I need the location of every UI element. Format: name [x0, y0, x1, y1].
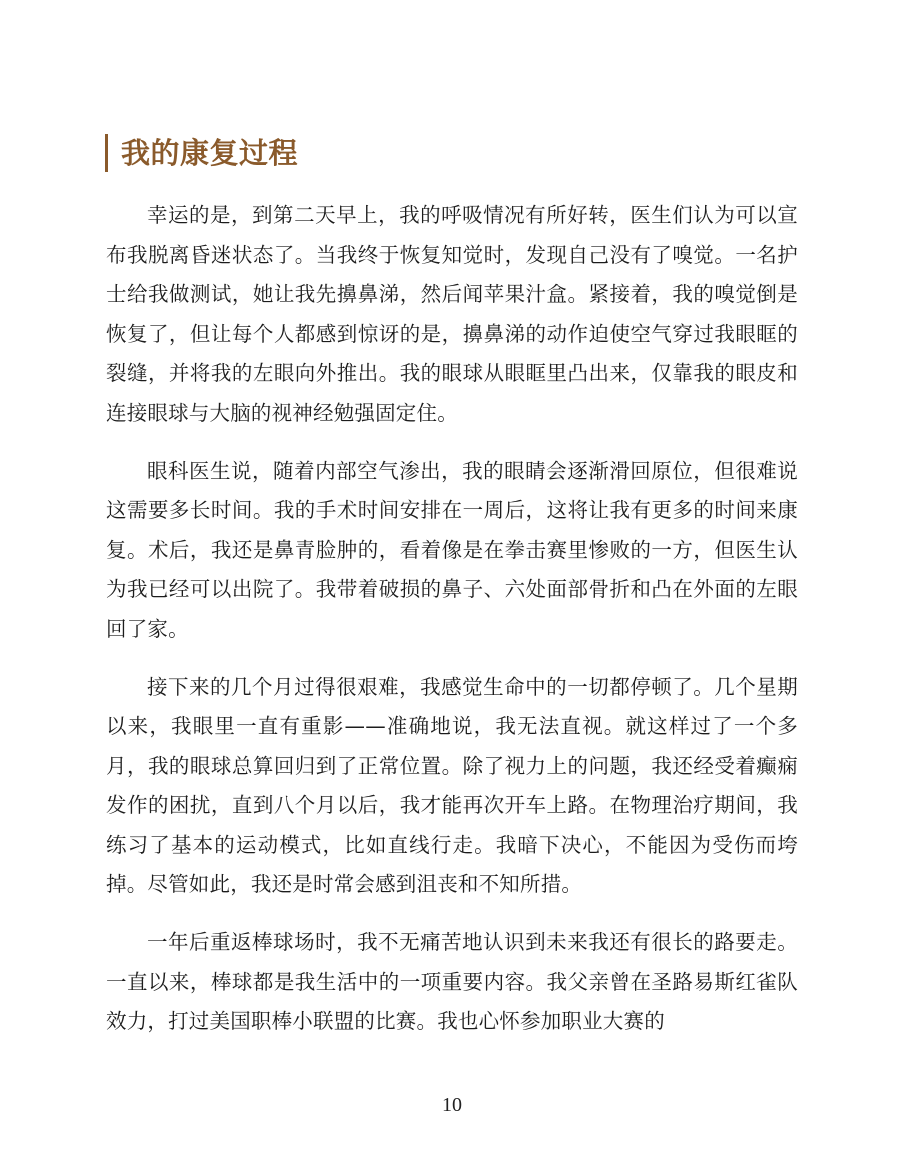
- section-heading: [105, 133, 298, 173]
- body-text: [106, 196, 798, 1060]
- page-number: 10: [442, 1094, 462, 1116]
- paragraph: 接下来的几个月过得很艰难，我感觉生命中的一切都停顿了。几个星期以来，我眼里一直有重影——准确地说，我无法直视。就这样过了一个多月，我的眼球总算回归到了正常位置。除了视力上的问题，我还经受着癫痫发作的困扰，直到八个月以后，我才能再次开车上路。在物理治疗期间，我练习了基本的运动模式，比如直线行走。我暗下决心，不能因为受伤而垮掉。尽管如此，我还是时常会感到沮丧和不知所措。: [106, 674, 798, 896]
- paragraph: 幸运的是，到第二天早上，我的呼吸情况有所好转，医生们认为可以宣布我脱离昏迷状态了。当我终于恢复知觉时，发现自己没有了嗅觉。一名护士给我做测试，她让我先擤鼻涕，然后闻苹果汁盒。紧接着，我的嗅觉倒是恢复了，但让每个人都感到惊讶的是，擤鼻涕的动作迫使空气穿过我眼眶的裂缝，并将我的左眼向外推出。我的眼球从眼眶里凸出来，仅靠我的眼皮和连接眼球与大脑的视神经勉强固定住。: [106, 203, 798, 425]
- paragraph: 一年后重返棒球场时，我不无痛苦地认识到未来我还有很长的路要走。一直以来，棒球都是我生活中的一项重要内容。我父亲曾在圣路易斯红雀队效力，打过美国职棒小联盟的比赛。我也心怀参加职业大赛的: [106, 930, 798, 1033]
- heading-accent-bar: [105, 134, 108, 172]
- section-title: 我的康复过程: [121, 136, 299, 170]
- paragraph: 眼科医生说，随着内部空气渗出，我的眼睛会逐渐滑回原位，但很难说这需要多长时间。我的手术时间安排在一周后，这将让我有更多的时间来康复。术后，我还是鼻青脸肿的，看着像是在拳击赛里惨败的一方，但医生认为我已经可以出院了。我带着破损的鼻子、六处面部骨折和凸在外面的左眼回了家。: [106, 458, 798, 641]
